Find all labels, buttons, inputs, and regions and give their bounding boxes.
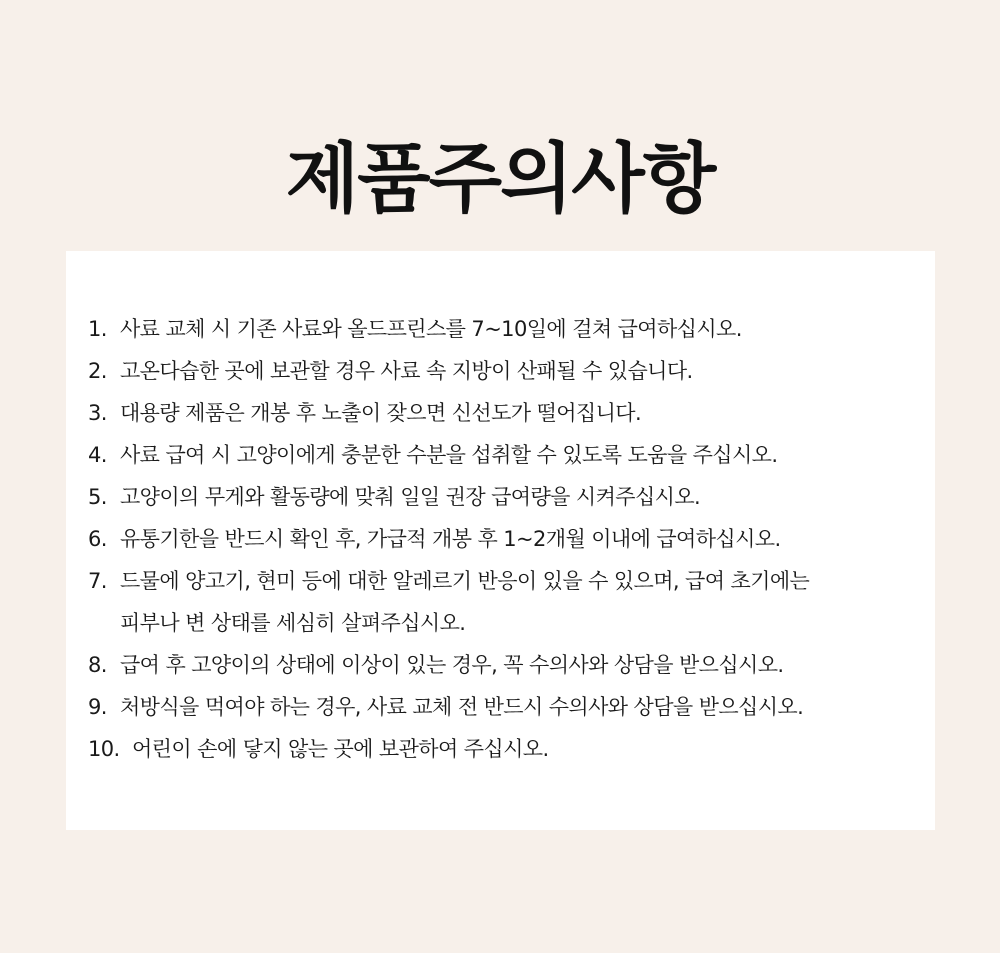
notice-number: 8. xyxy=(88,653,107,677)
notice-item xyxy=(88,476,928,518)
notice-text: 어린이 손에 닿지 않는 곳에 보관하여 주십시오. xyxy=(132,737,549,761)
notice-text: 급여 후 고양이의 상태에 이상이 있는 경우, 꼭 수의사와 상담을 받으십시오. xyxy=(120,653,784,677)
notice-text-continued: 피부나 변 상태를 세심히 살펴주십시오. xyxy=(120,611,466,635)
notice-number: 2. xyxy=(88,359,107,383)
notice-item xyxy=(88,518,928,560)
notice-item xyxy=(88,686,928,728)
notice-text: 사료 교체 시 기존 사료와 올드프린스를 7~10일에 걸쳐 급여하십시오. xyxy=(120,317,742,341)
notice-number: 6. xyxy=(88,527,107,551)
notice-number: 1. xyxy=(88,317,107,341)
notice-item xyxy=(88,434,928,476)
notice-item xyxy=(88,560,928,644)
notice-text: 고양이의 무게와 활동량에 맞춰 일일 권장 급여량을 시켜주십시오. xyxy=(120,485,701,509)
notice-item xyxy=(88,308,928,350)
notice-number: 9. xyxy=(88,695,107,719)
notice-text: 유통기한을 반드시 확인 후, 가급적 개봉 후 1~2개월 이내에 급여하십시오. xyxy=(120,527,781,551)
notice-item xyxy=(88,728,928,770)
notice-text: 사료 급여 시 고양이에게 충분한 수분을 섭취할 수 있도록 도움을 주십시오. xyxy=(120,443,778,467)
notice-item xyxy=(88,350,928,392)
page-title: 제품주의사항 xyxy=(285,133,715,223)
notice-text: 고온다습한 곳에 보관할 경우 사료 속 지방이 산패될 수 있습니다. xyxy=(120,359,693,383)
notice-text: 드물에 양고기, 현미 등에 대한 알레르기 반응이 있을 수 있으며, 급여 초기에는 xyxy=(120,569,810,593)
notice-list xyxy=(88,308,928,770)
notice-text: 처방식을 먹여야 하는 경우, 사료 교체 전 반드시 수의사와 상담을 받으십시오. xyxy=(120,695,804,719)
notice-text: 대용량 제품은 개봉 후 노출이 잦으면 신선도가 떨어집니다. xyxy=(120,401,642,425)
notice-card xyxy=(66,251,935,830)
notice-number: 5. xyxy=(88,485,107,509)
notice-number: 4. xyxy=(88,443,107,467)
notice-number: 3. xyxy=(88,401,107,425)
notice-item xyxy=(88,644,928,686)
notice-item xyxy=(88,392,928,434)
notice-number: 7. xyxy=(88,569,107,593)
notice-number: 10. xyxy=(88,737,120,761)
